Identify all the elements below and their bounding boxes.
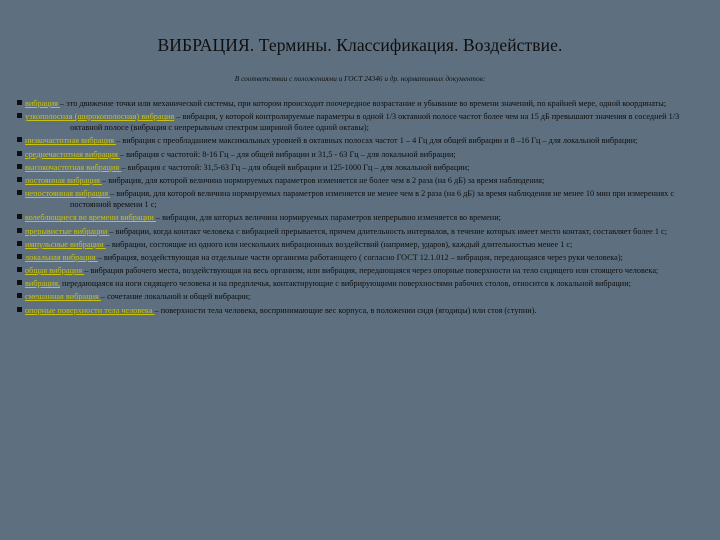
term-definition: – вибрация с частотой: 8-16 Гц – для общей вибрации и 31,5 - 63 Гц – для локальной вибрации; bbox=[119, 149, 456, 159]
bullet-icon bbox=[17, 164, 22, 169]
term-link[interactable]: опорные поверхности тела человека bbox=[25, 305, 155, 315]
term-definition: – вибрация, для которой величина нормируемых параметров изменяется не менее чем в 2 раза (на 6 дБ) за время наблюдения не менее 10 мин при измерениях с постоянной времени 1 с; bbox=[70, 189, 675, 210]
term-definition: – сочетание локальной и общей вибрации; bbox=[100, 292, 251, 302]
term-definition: – вибрация рабочего места, воздействующая на весь организм, или вибрация, передающаяся через опорные поверхности на тело сидящего или стоящего человека; bbox=[84, 266, 659, 276]
term-definition: – вибрация, для которой величина нормируемых параметров изменяется не более чем в 2 раза (на 6 дБ) за время наблюдения; bbox=[102, 175, 545, 185]
term-link[interactable]: прерывистые вибрации bbox=[25, 226, 110, 236]
term-definition: – поверхности тела человека, воспринимающие вес корпуса, в положении сидя (ягодицы) или стоя (ступни). bbox=[154, 305, 537, 315]
term-link[interactable]: постоянная вибрация bbox=[25, 175, 102, 185]
term-link[interactable]: вибрация bbox=[25, 99, 60, 108]
bullet-icon bbox=[17, 151, 22, 156]
term-definition: – вибрация с преобладанием максимальных уровней в октавных полосах частот 1 – 4 Гц для общей вибрации и 8 –16 Гц – для локальной вибрации; bbox=[116, 136, 638, 146]
term-definition: – вибрации, для которых величина нормируемых параметров непрерывно изменяется во времени; bbox=[155, 213, 501, 223]
bullet-icon bbox=[17, 190, 22, 195]
list-item bbox=[17, 305, 707, 316]
term-link[interactable]: узкополосная (широкополосная) вибрация bbox=[25, 112, 175, 122]
term-link[interactable]: непостоянная вибрация bbox=[25, 189, 111, 199]
list-item bbox=[17, 98, 707, 109]
term-link[interactable]: смешанная вибрация bbox=[25, 292, 101, 302]
list-item bbox=[17, 226, 707, 237]
list-item bbox=[17, 239, 707, 250]
term-link[interactable]: колеблющиеся во времени вибрации bbox=[25, 213, 156, 223]
list-item bbox=[17, 265, 707, 276]
term-definition: – вибрация, воздействующая на отдельные части организма работающего ( согласно ГОСТ 12.1.012 – вибрация, передающаяся через руки человека); bbox=[97, 252, 623, 262]
term-definition: передающаяся на ноги сидящего человека и на предплечья, контактирующие с вибрирующими поверхностями рабочих столов, относится к локальной вибрации; bbox=[59, 279, 631, 289]
bullet-icon bbox=[17, 100, 22, 105]
term-link[interactable]: низкочастотная вибрация bbox=[25, 136, 117, 146]
bullet-icon bbox=[17, 113, 22, 118]
term-definition: – вибрации, состоящие из одного или нескольких вибрационных воздействий (например, ударов), каждый длительностью менее 1 с; bbox=[105, 239, 573, 249]
term-definition: – это движение точки или механической системы, при котором происходит поочередное возрастание и убывание во времени значений, по крайней мере, одной координаты; bbox=[59, 99, 667, 108]
list-item bbox=[17, 278, 707, 289]
list-item bbox=[17, 252, 707, 263]
slide-subtitle: В соответствии с положениями и ГОСТ 24346 и др. нормативных документов: bbox=[234, 74, 486, 83]
term-link[interactable]: вибрация, bbox=[25, 279, 60, 289]
bullet-icon bbox=[17, 267, 22, 272]
definitions-list bbox=[17, 98, 707, 318]
list-item bbox=[17, 291, 707, 302]
bullet-icon bbox=[17, 228, 22, 233]
term-definition: – вибрация, у которой контролируемые параметры в одной 1/3 октавной полосе частот более чем на 15 дБ превышают значения в соседней 1/3 октавной полосе (вибрация с непрерывным спектром шириной более одной октавы); bbox=[70, 112, 680, 133]
term-definition: – вибрации, когда контакт человека с вибрацией прерывается, причем длительность интервалов, в течение которых имеет место контакт, составляет более 1 с; bbox=[109, 226, 667, 236]
term-link[interactable]: импульсные вибрации bbox=[25, 239, 106, 249]
list-item bbox=[17, 212, 707, 223]
list-item bbox=[17, 162, 707, 173]
list-item bbox=[17, 135, 707, 146]
list-item bbox=[17, 111, 707, 133]
term-link[interactable]: общая вибрация bbox=[25, 266, 85, 276]
term-link[interactable]: среднечастотная вибрация bbox=[25, 149, 120, 159]
term-definition: – вибрация с частотой: 31,5-63 Гц – для общей вибрации и 125-1000 Гц – для локальной вибрации; bbox=[121, 162, 470, 172]
list-item bbox=[17, 188, 707, 210]
bullet-icon bbox=[17, 254, 22, 259]
list-item bbox=[17, 175, 707, 186]
bullet-icon bbox=[17, 241, 22, 246]
slide-title: ВИБРАЦИЯ. Термины. Классификация. Воздействие. bbox=[157, 35, 563, 55]
bullet-icon bbox=[17, 177, 22, 182]
list-item bbox=[17, 149, 707, 160]
bullet-icon bbox=[17, 280, 22, 285]
bullet-icon bbox=[17, 137, 22, 142]
bullet-icon bbox=[17, 293, 22, 298]
term-link[interactable]: локальная вибрация bbox=[25, 252, 98, 262]
bullet-icon bbox=[17, 214, 22, 219]
term-link[interactable]: высокочастотная вибрация bbox=[25, 162, 122, 172]
bullet-icon bbox=[17, 307, 22, 312]
